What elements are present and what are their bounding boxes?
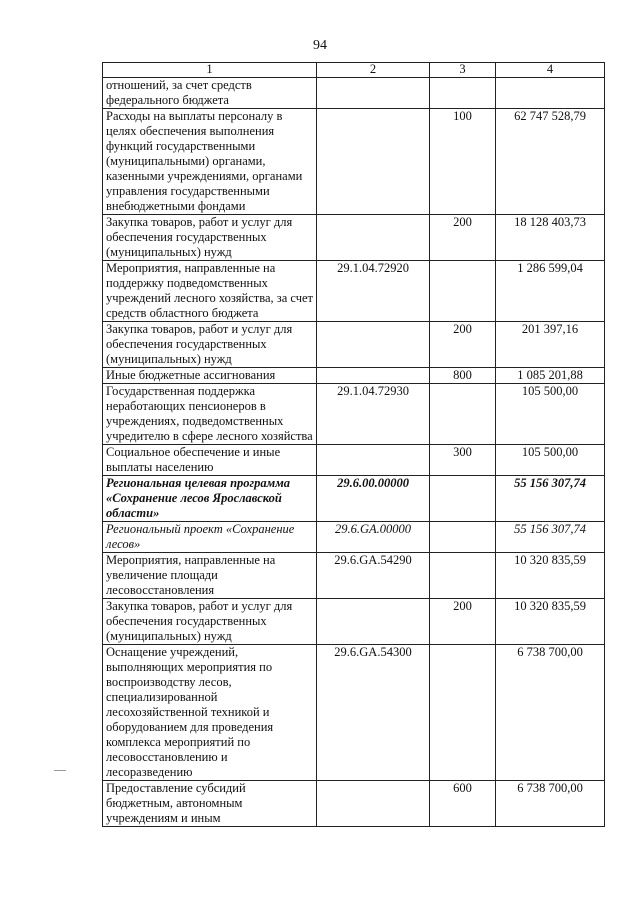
row-type: 200 [430, 215, 496, 261]
header-col-2: 2 [317, 63, 430, 78]
row-code [317, 109, 430, 215]
table-header-row [103, 63, 605, 78]
table-row [103, 553, 605, 599]
table-row [103, 645, 605, 781]
row-sum [496, 78, 605, 109]
row-name: Иные бюджетные ассигнования [103, 368, 317, 384]
row-name: Мероприятия, направленные на поддержку подведомственных учреждений лесного хозяйства, за счет средств областного бюджета [103, 261, 317, 322]
row-code: 29.6.00.00000 [317, 476, 430, 522]
row-sum: 10 320 835,59 [496, 599, 605, 645]
table-row [103, 781, 605, 827]
row-code: 29.1.04.72930 [317, 384, 430, 445]
row-sum: 105 500,00 [496, 445, 605, 476]
row-name: Региональная целевая программа «Сохранение лесов Ярославской области» [103, 476, 317, 522]
row-type [430, 78, 496, 109]
table-row [103, 522, 605, 553]
budget-table [102, 62, 605, 827]
header-col-3: 3 [430, 63, 496, 78]
row-sum: 201 397,16 [496, 322, 605, 368]
header-col-4: 4 [496, 63, 605, 78]
page-number: 94 [313, 38, 327, 53]
row-code [317, 78, 430, 109]
row-type: 200 [430, 322, 496, 368]
row-sum: 55 156 307,74 [496, 476, 605, 522]
row-code [317, 368, 430, 384]
row-code [317, 781, 430, 827]
table-row [103, 368, 605, 384]
row-sum: 6 738 700,00 [496, 645, 605, 781]
row-type [430, 261, 496, 322]
row-code: 29.6.GA.54300 [317, 645, 430, 781]
row-sum: 55 156 307,74 [496, 522, 605, 553]
row-sum: 105 500,00 [496, 384, 605, 445]
row-type: 100 [430, 109, 496, 215]
table-row [103, 445, 605, 476]
row-sum: 1 286 599,04 [496, 261, 605, 322]
table-row [103, 322, 605, 368]
row-type: 300 [430, 445, 496, 476]
row-code [317, 322, 430, 368]
row-name: Региональный проект «Сохранение лесов» [103, 522, 317, 553]
row-code [317, 599, 430, 645]
row-name: Закупка товаров, работ и услуг для обеспечения государственных (муниципальных) нужд [103, 322, 317, 368]
row-sum: 62 747 528,79 [496, 109, 605, 215]
table-row [103, 384, 605, 445]
table-row [103, 476, 605, 522]
row-name: Государственная поддержка неработающих пенсионеров в учреждениях, подведомственных учредителю в сфере лесного хозяйства [103, 384, 317, 445]
margin-mark [54, 770, 66, 771]
row-type: 600 [430, 781, 496, 827]
row-code [317, 215, 430, 261]
row-type: 200 [430, 599, 496, 645]
row-name: Социальное обеспечение и иные выплаты населению [103, 445, 317, 476]
row-sum: 6 738 700,00 [496, 781, 605, 827]
table-row [103, 109, 605, 215]
row-name: Расходы на выплаты персоналу в целях обеспечения выполнения функций государственными (муниципальными) органами, казенными учреждениями, органами управления государственными внебюджетными фондами [103, 109, 317, 215]
row-type [430, 645, 496, 781]
row-code: 29.1.04.72920 [317, 261, 430, 322]
row-name: Оснащение учреждений, выполняющих мероприятия по воспроизводству лесов, специализированной лесохозяйственной техникой и оборудованием для проведения комплекса мероприятий по лесовосстановлению и лесоразведению [103, 645, 317, 781]
row-sum: 1 085 201,88 [496, 368, 605, 384]
row-type: 800 [430, 368, 496, 384]
row-code: 29.6.GA.54290 [317, 553, 430, 599]
row-sum: 18 128 403,73 [496, 215, 605, 261]
row-name: Закупка товаров, работ и услуг для обеспечения государственных (муниципальных) нужд [103, 599, 317, 645]
row-type [430, 553, 496, 599]
row-code: 29.6.GA.00000 [317, 522, 430, 553]
row-name: отношений, за счет средств федерального бюджета [103, 78, 317, 109]
table-row [103, 78, 605, 109]
row-sum: 10 320 835,59 [496, 553, 605, 599]
row-name: Предоставление субсидий бюджетным, автономным учреждениям и иным [103, 781, 317, 827]
row-name: Закупка товаров, работ и услуг для обеспечения государственных (муниципальных) нужд [103, 215, 317, 261]
row-type [430, 384, 496, 445]
header-col-1: 1 [103, 63, 317, 78]
row-type [430, 476, 496, 522]
table-row [103, 261, 605, 322]
table-row [103, 599, 605, 645]
row-name: Мероприятия, направленные на увеличение площади лесовосстановления [103, 553, 317, 599]
row-code [317, 445, 430, 476]
row-type [430, 522, 496, 553]
table-row [103, 215, 605, 261]
